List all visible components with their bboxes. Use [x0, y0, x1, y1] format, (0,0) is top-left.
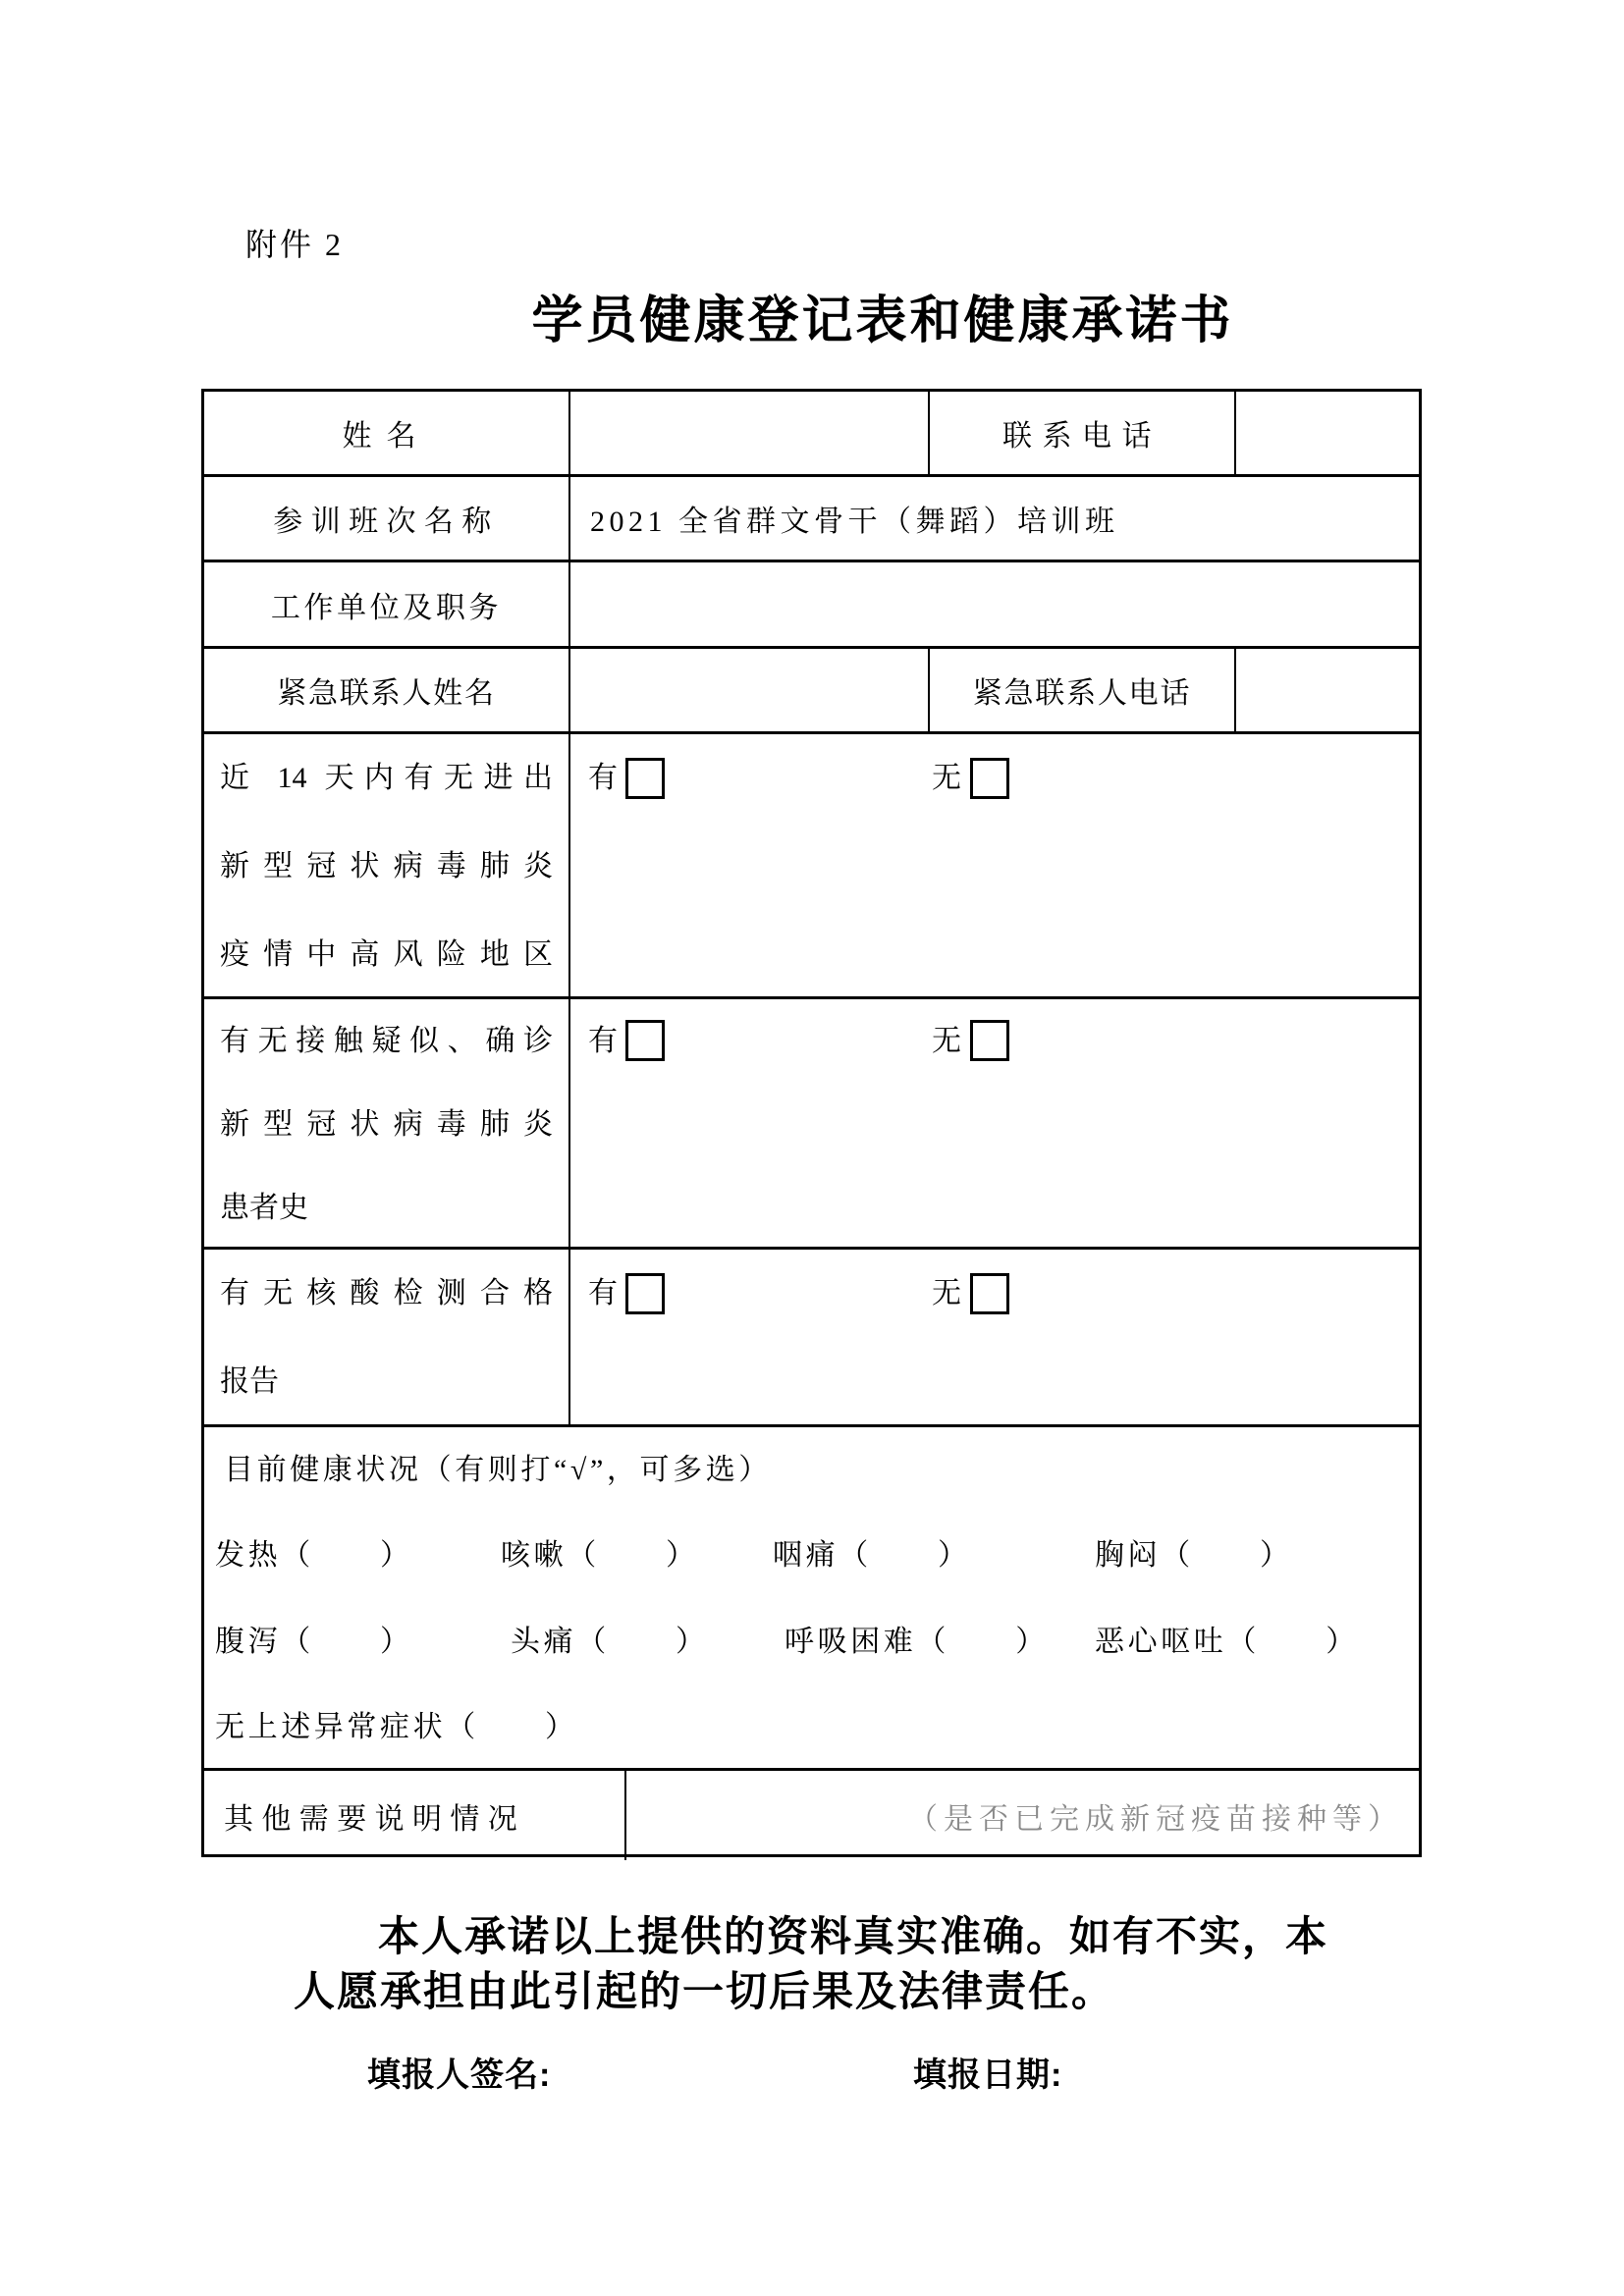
health-status-cell — [204, 1424, 1419, 1768]
table-row — [204, 560, 1419, 646]
commitment-text — [294, 1909, 1383, 2019]
region-no-checkbox[interactable] — [970, 758, 1009, 799]
symptom-headache[interactable]: 头痛（ ） — [511, 1626, 709, 1658]
q-contact-label-line: 有无接触疑似、确诊 — [220, 1025, 553, 1057]
q-contact-options-cell — [568, 999, 1425, 1247]
contact-yes-checkbox[interactable] — [625, 1020, 665, 1061]
phone-input-cell[interactable] — [1234, 392, 1425, 474]
other-notes-input-cell[interactable] — [624, 1771, 1425, 1860]
table-row — [204, 392, 1419, 474]
symptom-sore-throat[interactable]: 咽痛（ ） — [773, 1539, 971, 1572]
test-yes-checkbox[interactable] — [625, 1273, 665, 1314]
test-no-checkbox[interactable] — [970, 1273, 1009, 1314]
table-row — [204, 646, 1419, 731]
signature-label: 填报人签名: — [367, 2056, 552, 2094]
q-region-options-cell — [568, 734, 1425, 996]
region-yes-label: 有 — [588, 762, 618, 794]
q-region-label-line: 近 14 天内有无进出 — [220, 762, 553, 794]
work-unit-input-cell[interactable] — [568, 562, 1425, 646]
date-label: 填报日期: — [913, 2056, 1063, 2094]
q-test-label-cell — [204, 1250, 568, 1424]
name-input-cell[interactable] — [568, 392, 928, 474]
emergency-name-input-cell[interactable] — [568, 649, 928, 731]
class-name-value-cell: 2021 全省群文骨干（舞蹈）培训班 — [568, 477, 1425, 560]
page-title: 学员健康登记表和健康承诺书 — [531, 294, 1234, 349]
table-row — [204, 996, 1419, 1247]
work-unit-label-cell: 工作单位及职务 — [270, 591, 503, 624]
commitment-line: 本人承诺以上提供的资料真实准确。如有不实，本 — [378, 1913, 1329, 1959]
q-contact-label-line: 患者史 — [220, 1192, 308, 1224]
commitment-line: 人愿承担由此引起的一切后果及法律责任。 — [294, 1968, 1115, 2014]
table-row — [204, 731, 1419, 996]
test-yes-label: 有 — [588, 1277, 618, 1309]
contact-no-label: 无 — [932, 1025, 961, 1057]
region-no-label: 无 — [932, 762, 961, 794]
class-name-label-cell: 参训班次名称 — [273, 506, 500, 538]
q-region-label-line: 疫情中高风险地区 — [220, 938, 553, 971]
symptom-none[interactable]: 无上述异常症状（ ） — [215, 1711, 578, 1743]
q-region-label-line: 新型冠状病毒肺炎 — [220, 850, 553, 882]
q-region-label-cell — [204, 734, 568, 996]
symptom-dyspnea[interactable]: 呼吸困难（ ） — [785, 1626, 1049, 1658]
health-form-table — [201, 389, 1422, 1857]
q-contact-label-line: 新型冠状病毒肺炎 — [220, 1108, 553, 1141]
table-row — [204, 474, 1419, 560]
symptom-nausea[interactable]: 恶心呕吐（ ） — [1095, 1626, 1359, 1658]
table-row — [204, 1247, 1419, 1424]
emergency-name-label-cell: 紧急联系人姓名 — [277, 677, 496, 710]
other-notes-label-cell: 其他需要说明情况 — [224, 1802, 526, 1836]
emergency-phone-label-cell: 紧急联系人电话 — [928, 649, 1234, 731]
phone-label-cell: 联系电话 — [928, 392, 1234, 474]
test-no-label: 无 — [932, 1277, 961, 1309]
q-test-label-line: 有无核酸检测合格 — [220, 1277, 553, 1309]
other-notes-placeholder: （是否已完成新冠疫苗接种等） — [908, 1802, 1403, 1836]
symptom-chest-tightness[interactable]: 胸闷（ ） — [1095, 1539, 1293, 1572]
region-yes-checkbox[interactable] — [625, 758, 665, 799]
emergency-phone-input-cell[interactable] — [1234, 649, 1425, 731]
q-test-label-line: 报告 — [220, 1365, 279, 1398]
attachment-label: 附件 2 — [245, 227, 345, 262]
symptom-cough[interactable]: 咳嗽（ ） — [501, 1539, 699, 1572]
table-row — [204, 1768, 1419, 1860]
name-label-cell: 姓名 — [342, 420, 431, 453]
health-status-title: 目前健康状况（有则打“√”，可多选） — [224, 1454, 772, 1486]
q-test-options-cell — [568, 1250, 1425, 1424]
q-contact-label-cell — [204, 999, 568, 1247]
contact-yes-label: 有 — [588, 1025, 618, 1057]
symptom-fever[interactable]: 发热（ ） — [215, 1539, 413, 1572]
contact-no-checkbox[interactable] — [970, 1020, 1009, 1061]
symptom-diarrhea[interactable]: 腹泻（ ） — [215, 1626, 413, 1658]
